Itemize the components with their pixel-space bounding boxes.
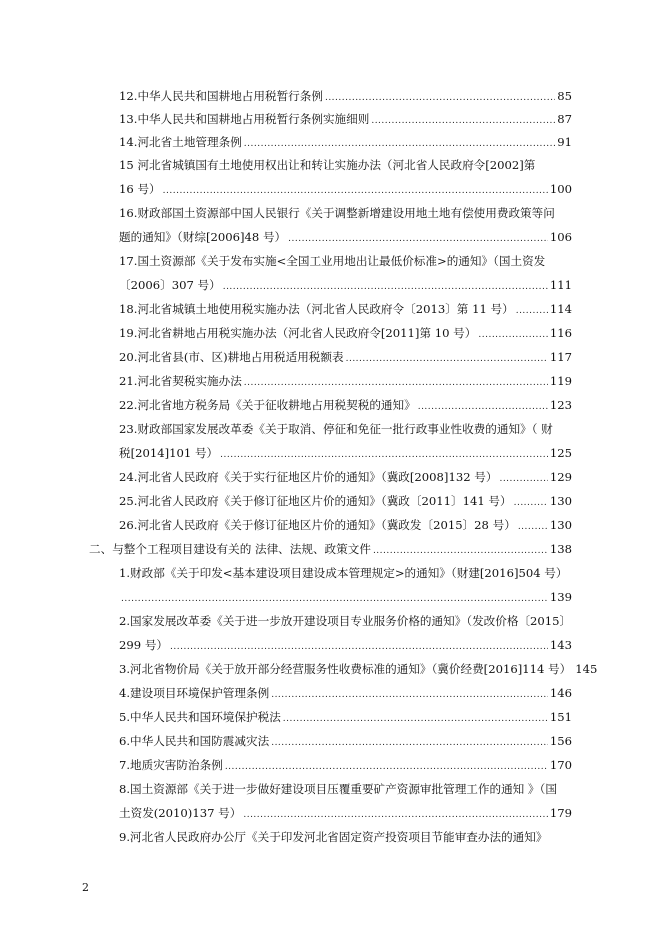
toc-entry-title: 15 河北省城镇国有土地使用权出让和转让实施办法（河北省人民政府令[2002]第: [119, 158, 536, 172]
toc-entry[interactable]: [119, 326, 572, 342]
toc-entry-page: 123: [549, 398, 572, 412]
toc-entry-page: 146: [549, 686, 572, 700]
toc-entry-title: 土资发(2010)137 号）: [119, 806, 242, 820]
toc-entry-page: 151: [549, 710, 572, 724]
toc-entry[interactable]: [119, 470, 572, 486]
toc-entry[interactable]: [119, 686, 572, 702]
toc-entry-title: 23.财政部国家发展改革委《关于取消、停征和免征一批行政事业性收费的通知》（ 财: [119, 422, 553, 436]
toc-entry[interactable]: [119, 112, 572, 128]
toc-entry[interactable]: [119, 734, 572, 750]
dot-leader: [220, 448, 548, 462]
dot-leader: [418, 400, 548, 414]
dot-leader: [499, 472, 547, 486]
toc-entry-title: 12.中华人民共和国耕地占用税暂行条例: [119, 89, 323, 103]
toc-entry-title: 4.建设项目环境保护管理条例: [119, 686, 270, 700]
toc-entry-title: 21.河北省契税实施办法: [119, 374, 242, 388]
toc-section-heading[interactable]: [89, 542, 572, 558]
toc-entry-title: 7.地质灾害防治条例: [119, 758, 223, 772]
toc-entry-page: 179: [549, 806, 572, 820]
toc-entry-title: 18.河北省城镇土地使用税实施办法（河北省人民政府令〔2013〕第 11 号）: [119, 302, 514, 316]
toc-entry-page: 106: [549, 230, 572, 244]
toc-entry-title: 19.河北省耕地占用税实施办法（河北省人民政府令[2011]第 10 号）: [119, 326, 477, 340]
toc-entry-page: 91: [557, 135, 572, 149]
toc-entry-page: 111: [549, 278, 572, 292]
toc-entry-page: 125: [549, 446, 572, 460]
toc-entry[interactable]: [119, 158, 572, 172]
toc-entry[interactable]: [119, 758, 572, 774]
toc-entry-title: 3.河北省物价局《关于放开部分经营服务性收费标准的通知》（冀价经费[2016]114 号）: [119, 662, 572, 676]
dot-leader: [271, 688, 548, 702]
toc-entry-page: 100: [549, 182, 572, 196]
toc-entry-title: 16 号）: [119, 182, 161, 196]
toc-entry[interactable]: [119, 614, 572, 628]
dot-leader: [371, 114, 555, 128]
dot-leader: [288, 232, 548, 246]
toc-entry[interactable]: [119, 710, 572, 726]
toc-entry[interactable]: [119, 278, 572, 294]
toc-entry[interactable]: [119, 446, 572, 462]
toc-entry[interactable]: [119, 374, 572, 390]
toc-entry[interactable]: [119, 135, 572, 151]
toc-entry-page: 85: [557, 89, 572, 103]
toc-entry-title: 6.中华人民共和国防震减灾法: [119, 734, 270, 748]
toc-entry[interactable]: [119, 662, 598, 678]
toc-entry-title: 25.河北省人民政府《关于修订征地区片价的通知》（冀政〔2011〕141 号）: [119, 494, 512, 508]
dot-leader: [170, 640, 548, 654]
toc-entry[interactable]: [119, 89, 572, 105]
dot-leader: [373, 544, 548, 558]
toc-entry[interactable]: [119, 230, 572, 246]
dot-leader: [163, 184, 548, 198]
toc-entry[interactable]: [119, 302, 572, 318]
toc-entry-title: 22.河北省地方税务局《关于征收耕地占用税契税的通知》: [119, 398, 416, 412]
toc-entry-title: 299 号）: [119, 638, 169, 652]
page-number: 2: [82, 881, 89, 894]
toc-entry[interactable]: [119, 182, 572, 198]
toc-entry-title: 17.国土资源部《关于发布实施<全国工业用地出让最低价标准>的通知》（国土资发: [119, 254, 546, 268]
toc-entry-page: 145: [575, 662, 598, 676]
toc-entry-page: 143: [549, 638, 572, 652]
toc-entry-title: 24.河北省人民政府《关于实行征地区片价的通知》（冀政[2008]132 号）: [119, 470, 498, 484]
toc-entry-page: 156: [549, 734, 572, 748]
toc-entry-title: 5.中华人民共和国环境保护税法: [119, 710, 281, 724]
toc-entry-page: 117: [549, 350, 572, 364]
toc-entry-title: 8.国土资源部《关于进一步做好建设项目压覆重要矿产资源审批管理工作的通知 》（国: [119, 782, 557, 796]
toc-entry-title: 题的通知》（财综[2006]48 号）: [119, 230, 287, 244]
toc-entry-page: 130: [549, 518, 572, 532]
toc-entry-title: 9.河北省人民政府办公厅《关于印发河北省固定资产投资项目节能审查办法的通知》: [119, 830, 548, 844]
dot-leader: [225, 760, 548, 774]
toc-entry[interactable]: [119, 590, 572, 606]
toc-entry[interactable]: [119, 206, 572, 220]
dot-leader: [518, 520, 548, 534]
toc-entry[interactable]: [119, 518, 572, 534]
toc-entry[interactable]: [119, 566, 572, 580]
toc-entry-page: 170: [549, 758, 572, 772]
dot-leader: [516, 304, 548, 318]
dot-leader: [478, 328, 547, 342]
toc-entry[interactable]: [119, 830, 572, 844]
toc-entry-title: 16.财政部国土资源部中国人民银行《关于调整新增建设用地土地有偿使用费政策等问: [119, 206, 555, 220]
toc-entry[interactable]: [119, 638, 572, 654]
dot-leader: [271, 736, 548, 750]
dot-leader: [514, 496, 548, 510]
dot-leader: [325, 91, 555, 105]
toc-entry-title: 13.中华人民共和国耕地占用税暂行条例实施细则: [119, 112, 370, 126]
toc-entry[interactable]: [119, 422, 572, 436]
toc-entry[interactable]: [119, 494, 572, 510]
toc-entry-title: 二、与整个工程项目建设有关的 法律、法规、政策文件: [89, 542, 371, 556]
dot-leader: [346, 352, 548, 366]
toc-entry[interactable]: [119, 398, 572, 414]
toc-entry-title: 税[2014]101 号）: [119, 446, 219, 460]
dot-leader: [223, 280, 548, 294]
toc-entry-page: 119: [549, 374, 572, 388]
toc-entry-page: 87: [557, 112, 572, 126]
toc-entry-page: 116: [549, 326, 572, 340]
toc-entry-page: 139: [549, 590, 572, 604]
dot-leader: [121, 592, 548, 606]
toc-entry[interactable]: [119, 350, 572, 366]
toc-entry-title: 1.财政部《关于印发<基本建设项目建设成本管理规定>的通知》（财建[2016]504 号）: [119, 566, 568, 580]
toc-entry-page: 130: [549, 494, 572, 508]
toc-entry[interactable]: [119, 254, 572, 268]
toc-entry[interactable]: [119, 782, 572, 796]
dot-leader: [244, 137, 555, 151]
toc-entry-title: 14.河北省土地管理条例: [119, 135, 242, 149]
toc-entry-title: 〔2006〕307 号）: [119, 278, 221, 292]
dot-leader: [244, 376, 548, 390]
dot-leader: [243, 808, 548, 822]
toc-entry-page: 114: [549, 302, 572, 316]
toc-entry-title: 2.国家发展改革委《关于进一步放开建设项目专业服务价格的通知》（发改价格〔2015〕: [119, 614, 572, 628]
toc-entry-title: 20.河北省县(市、区)耕地占用税适用税额表: [119, 350, 344, 364]
dot-leader: [283, 712, 548, 726]
toc-entry-title: 26.河北省人民政府《关于修订征地区片价的通知》（冀政发〔2015〕28 号）: [119, 518, 516, 532]
toc-entry-page: 129: [549, 470, 572, 484]
toc-entry-page: 138: [549, 542, 572, 556]
toc-entry[interactable]: [119, 806, 572, 822]
